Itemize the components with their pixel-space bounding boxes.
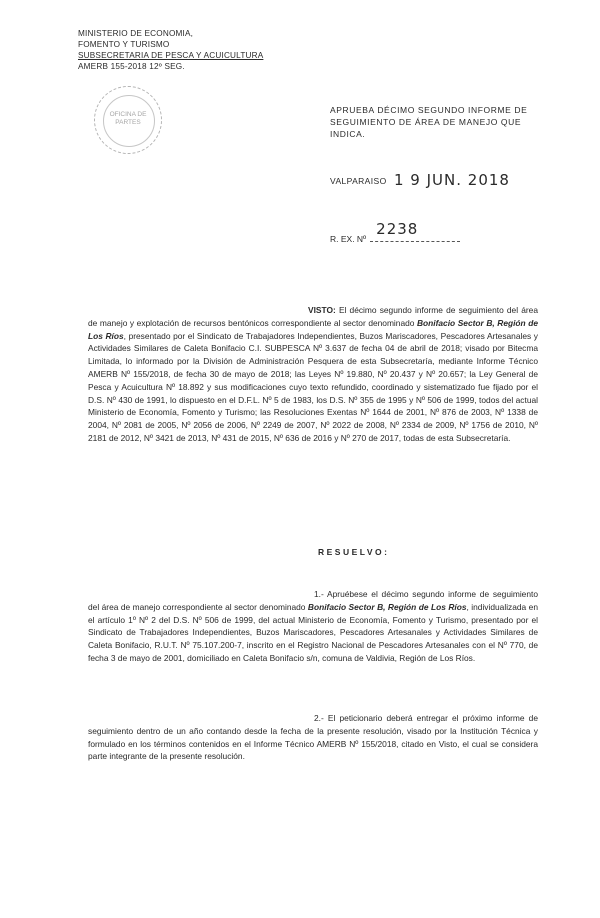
exempt-label: R. EX. Nº — [330, 234, 367, 244]
resolution-date: 1 9 JUN. 2018 — [394, 171, 510, 189]
resuelvo-heading: RESUELVO: — [318, 547, 390, 557]
visto-sector-name: Bonifacio Sector B, Región de Los Ríos — [88, 317, 538, 341]
letterhead — [78, 28, 268, 72]
stamp-line-1: OFICINA DE — [109, 111, 147, 118]
date-row — [330, 171, 510, 189]
visto-paragraph — [88, 304, 538, 445]
resolution-number: 2238 — [376, 220, 419, 238]
resolution-item-1 — [88, 588, 538, 665]
stamp-line-2: PARTES — [115, 119, 141, 126]
reference-line: AMERB 155-2018 12º SEG. — [78, 62, 185, 71]
item-1-rest: , individualizada en el artículo 1º Nº 2 del D.S. Nº 506 de 1999, del actual Ministerio de Economía, Fomento y Turismo, presentado por el Sindicato de Trabajadores Independientes, Buzos Mariscadores, Pescadores Artesanales y Actividades Similares de Caleta Bonifacio, R.U.T. Nº 75.107.200-7, inscrito en el Registro Nacional de Pescadores Artesanales con el Nº 770, de fecha 3 de mayo de 2001, domiciliado en Caleta Bonifacio s/n, comuna de Valdivia, Región de Los Ríos. — [88, 601, 538, 663]
exempt-resolution-number — [330, 220, 460, 244]
resolution-subject: APRUEBA DÉCIMO SEGUNDO INFORME DE SEGUIMIENTO DE ÁREA DE MANEJO QUE INDICA. — [330, 105, 528, 139]
visto-text-1: El décimo segundo informe de seguimiento del área de manejo y explotación de recursos bentónicos correspondiente al sector denominado — [88, 305, 538, 328]
office-stamp — [94, 86, 162, 154]
resolution-item-2: 2.- El peticionario deberá entregar el próximo informe de seguimiento dentro de un año contando desde la fecha de la presente resolución, visado por la Institución Técnica y formulado en los términos contenidos en el Informe Técnico AMERB Nº 155/2018, citado en Visto, el cual se considera parte integrante de la presente resolución. — [88, 713, 538, 762]
visto-text-2: , presentado por el Sindicato de Trabajadores Independientes, Buzos Mariscadores, Pescadores Artesanales y Actividades Similares de Caleta Bonifacio C.I. SUBPESCA Nº 3.637 de fecha 04 de abril de 2018; visado por Bitecma Limitada, lo informado por la División de Administración Pesquera de esta Subsecretaría, mediante Informe Técnico AMERB Nº 155/2018, de fecha 30 de mayo de 2018; las Leyes Nº 19.880, Nº 20.437 y Nº 20.657; la Ley General de Pesca y Acuicultura Nº 18.892 y sus modificaciones cuyo texto refundido, coordinado y sistematizado fue fijado por el D.S. Nº 430 de 1991, lo dispuesto en el D.F.L. Nº 5 de 1983, los D.S. Nº 355 de 1995 y Nº 506 de 1999, todos del actual Ministerio de Economía, Fomento y Turismo; las Resoluciones Exentas Nº 1644 de 2001, Nº 876 de 2003, Nº 1338 de 2004, Nº 2081 de 2005, Nº 2056 de 2006, Nº 2249 de 2007, Nº 2022 de 2008, Nº 2334 de 2009, Nº 1756 de 2010, Nº 2181 de 2012, Nº 3421 de 2013, Nº 431 de 2015, Nº 636 de 2016 y Nº 270 de 2017, todas de esta Subsecretaría. — [88, 330, 538, 443]
item-1-sector-name: Bonifacio Sector B, Región de Los Ríos — [307, 601, 467, 612]
item-1-lead: 1.- Apruébese el décimo segundo informe de seguimiento del área de manejo correspondiente al sector denominado — [88, 589, 538, 612]
subsecretaria-line: SUBSECRETARIA DE PESCA Y ACUICULTURA — [78, 51, 264, 60]
ministry-line-1: MINISTERIO DE ECONOMIA, — [78, 29, 194, 38]
city-label: VALPARAISO — [330, 176, 387, 186]
ministry-line-2: FOMENTO Y TURISMO — [78, 40, 170, 49]
visto-label: VISTO: — [308, 305, 336, 315]
